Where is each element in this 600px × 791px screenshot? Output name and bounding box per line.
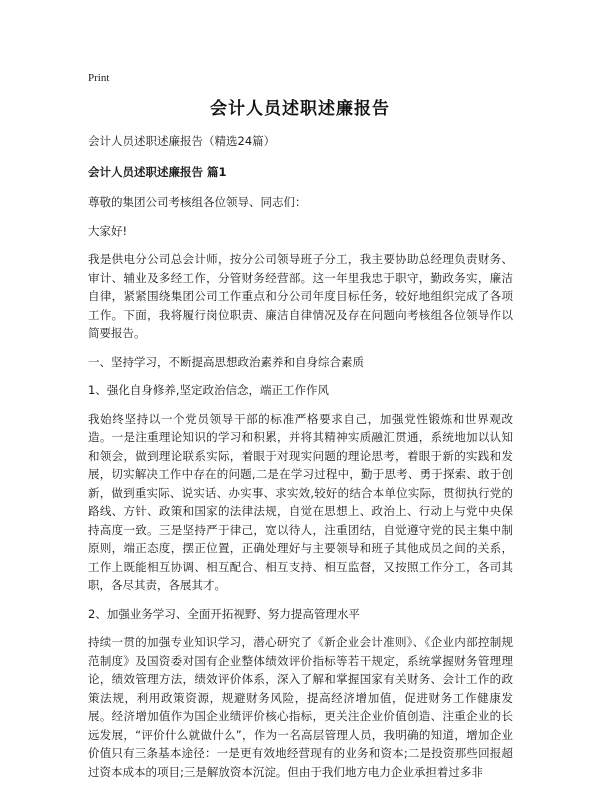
salutation: 尊敬的集团公司考核组各位领导、同志们： <box>88 195 307 209</box>
subsection-heading-1: 1、强化自身修养,坚定政治信念，端正工作作风 <box>88 383 329 397</box>
greeting: 大家好! <box>88 223 128 238</box>
subsection-body-1: 我始终坚持以一个党员领导干部的标准严格要求自己，加强党性锻炼和世界观改造。一是注重理论知识的学习和积累，并将其精神实质融汇贯通，系统地加以认知和领会，做到理论联系实际，着眼于对现实问题的理论思考，着眼于新的实践和发展，切实解决工作中存在的问题,二是在学习过程中，勤于思考、勇于探索、敢于创新，做到重实际、说实话、办实事、求实效,较好的结合本单位实际，贯彻执行党的路线、方针、政策和国家的法律法规，自觉在思想上、政治上、行动上与党中央保持高度一致。三是坚持严于律己，宽以待人，注重团结，自觉遵守党的民主集中制原则，端正态度，摆正位置，正确处理好与主要领导和班子其他成员之间的关系，工作上既能相互协调、相互配合、相互支持、相互监督，又按照工作分工，各司其职，各尽其责，各展其才。 <box>88 411 513 592</box>
document-body <box>88 132 513 791</box>
chapter-title: 会计人员述职述廉报告 篇1 <box>88 164 227 179</box>
section-heading: 一、坚持学习，不断提高思想政治素养和自身综合素质 <box>88 354 364 369</box>
document-title: 会计人员述职述廉报告 <box>210 99 390 119</box>
subsection-heading-2: 2、加强业务学习、全面开拓视野、努力提高管理水平 <box>88 606 360 621</box>
intro-paragraph: 我是供电分公司总会计师，按分公司领导班子分工，我主要协助总经理负责财务、审计、辅业及多经工作，分管财务经营部。这一年里我忠于职守，勤政务实，廉洁自律，紧紧围绕集团公司工作重点和分公司年度目标任务，较好地组织完成了各项工作。下面，我将履行岗位职责、廉洁自律情况及存在问题向考核组各位领导作以简要报告。 <box>88 252 513 340</box>
document-subtitle: 会计人员述职述廉报告（精选24篇） <box>88 134 276 148</box>
subsection-body-2: 持续一贯的加强专业知识学习，潜心研究了《新企业会计准则》、《企业内部控制规范制度》及国资委对国有企业整体绩效评价指标等若干规定，系统掌握财务管理理论，绩效管理方法，绩效评价体系，深入了解和掌握国家有关财务、会计工作的政策法规，利用政策资源，规避财务风险，提高经济增加值，促进财务工作健康发展。经济增加值作为国企业绩评价核心指标，更关注企业价值创造、注重企业的长远发展，“评价什么就做什么”，作为一名高层管理人员，我明确的知道，增加企业价值只有三条基本途径：一是更有效地经营现有的业务和资本;二是投资那些回报超过资本成本的项目;三是解放资本沉淀。但由于我们地方电力企业承担着过多非 <box>88 635 513 779</box>
print-link[interactable]: Print <box>88 72 110 84</box>
